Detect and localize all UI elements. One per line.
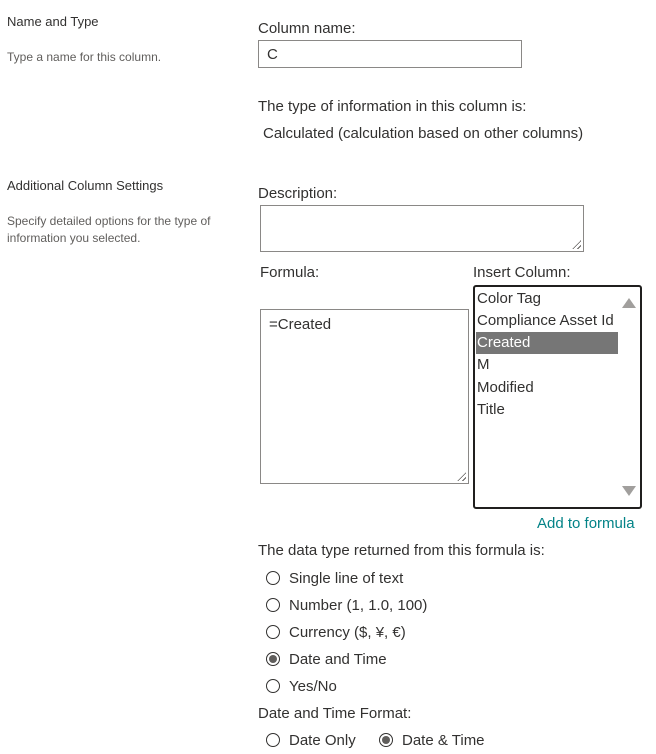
data-type-option-date-time[interactable] <box>266 648 387 670</box>
type-info-label: The type of information in this column is: <box>258 98 527 115</box>
formula-resize-icon[interactable] <box>456 471 466 481</box>
type-info-value: Calculated (calculation based on other columns) <box>263 125 584 142</box>
data-type-label: The data type returned from this formula is: <box>258 542 545 559</box>
name-and-type-title: Name and Type <box>7 14 99 29</box>
additional-settings-description-line1: Specify detailed options for the type of <box>7 214 211 228</box>
insert-column-listbox[interactable] <box>473 285 642 509</box>
radio-icon[interactable] <box>266 598 280 612</box>
data-type-option-label: Date and Time <box>289 650 387 668</box>
column-name-input[interactable] <box>258 40 522 68</box>
date-format-option-label: Date & Time <box>402 731 485 749</box>
radio-icon[interactable] <box>266 679 280 693</box>
insert-column-label: Insert Column: <box>473 264 571 281</box>
add-to-formula-link[interactable]: Add to formula <box>537 515 635 532</box>
additional-settings-description <box>7 213 210 247</box>
data-type-option-text[interactable] <box>266 567 403 589</box>
additional-settings-description-line2: information you selected. <box>7 231 141 245</box>
description-resize-icon[interactable] <box>571 239 581 249</box>
radio-icon[interactable] <box>266 733 280 747</box>
data-type-option-label: Currency ($, ¥, €) <box>289 623 406 641</box>
insert-column-item-color-tag[interactable]: Color Tag <box>477 290 541 307</box>
description-textarea[interactable] <box>260 205 584 252</box>
date-format-option-label: Date Only <box>289 731 356 749</box>
data-type-option-label: Yes/No <box>289 677 337 695</box>
data-type-option-number[interactable] <box>266 594 427 616</box>
data-type-option-yes-no[interactable] <box>266 675 337 697</box>
insert-column-item-title[interactable]: Title <box>477 401 505 418</box>
date-format-option-date-only[interactable] <box>266 729 356 751</box>
additional-settings-title: Additional Column Settings <box>7 178 164 193</box>
column-name-label: Column name: <box>258 20 356 37</box>
scroll-down-icon[interactable] <box>622 486 636 496</box>
date-format-label: Date and Time Format: <box>258 705 412 722</box>
insert-column-item-modified[interactable]: Modified <box>477 379 534 396</box>
name-and-type-description: Type a name for this column. <box>7 50 162 64</box>
radio-checked-icon[interactable] <box>266 652 280 666</box>
radio-icon[interactable] <box>266 625 280 639</box>
data-type-option-currency[interactable] <box>266 621 406 643</box>
insert-column-item-created[interactable]: Created <box>476 332 618 354</box>
data-type-option-label: Single line of text <box>289 569 404 587</box>
radio-icon[interactable] <box>266 571 280 585</box>
description-label: Description: <box>258 185 338 202</box>
radio-checked-icon[interactable] <box>379 733 393 747</box>
data-type-option-label: Number (1, 1.0, 100) <box>289 596 428 614</box>
scroll-up-icon[interactable] <box>622 298 636 308</box>
date-format-option-date-time[interactable] <box>379 729 485 751</box>
insert-column-item-compliance-asset-id[interactable]: Compliance Asset Id <box>477 312 614 329</box>
insert-column-item-m[interactable]: M <box>477 356 490 373</box>
formula-label: Formula: <box>260 264 320 281</box>
formula-textarea[interactable] <box>260 309 469 484</box>
